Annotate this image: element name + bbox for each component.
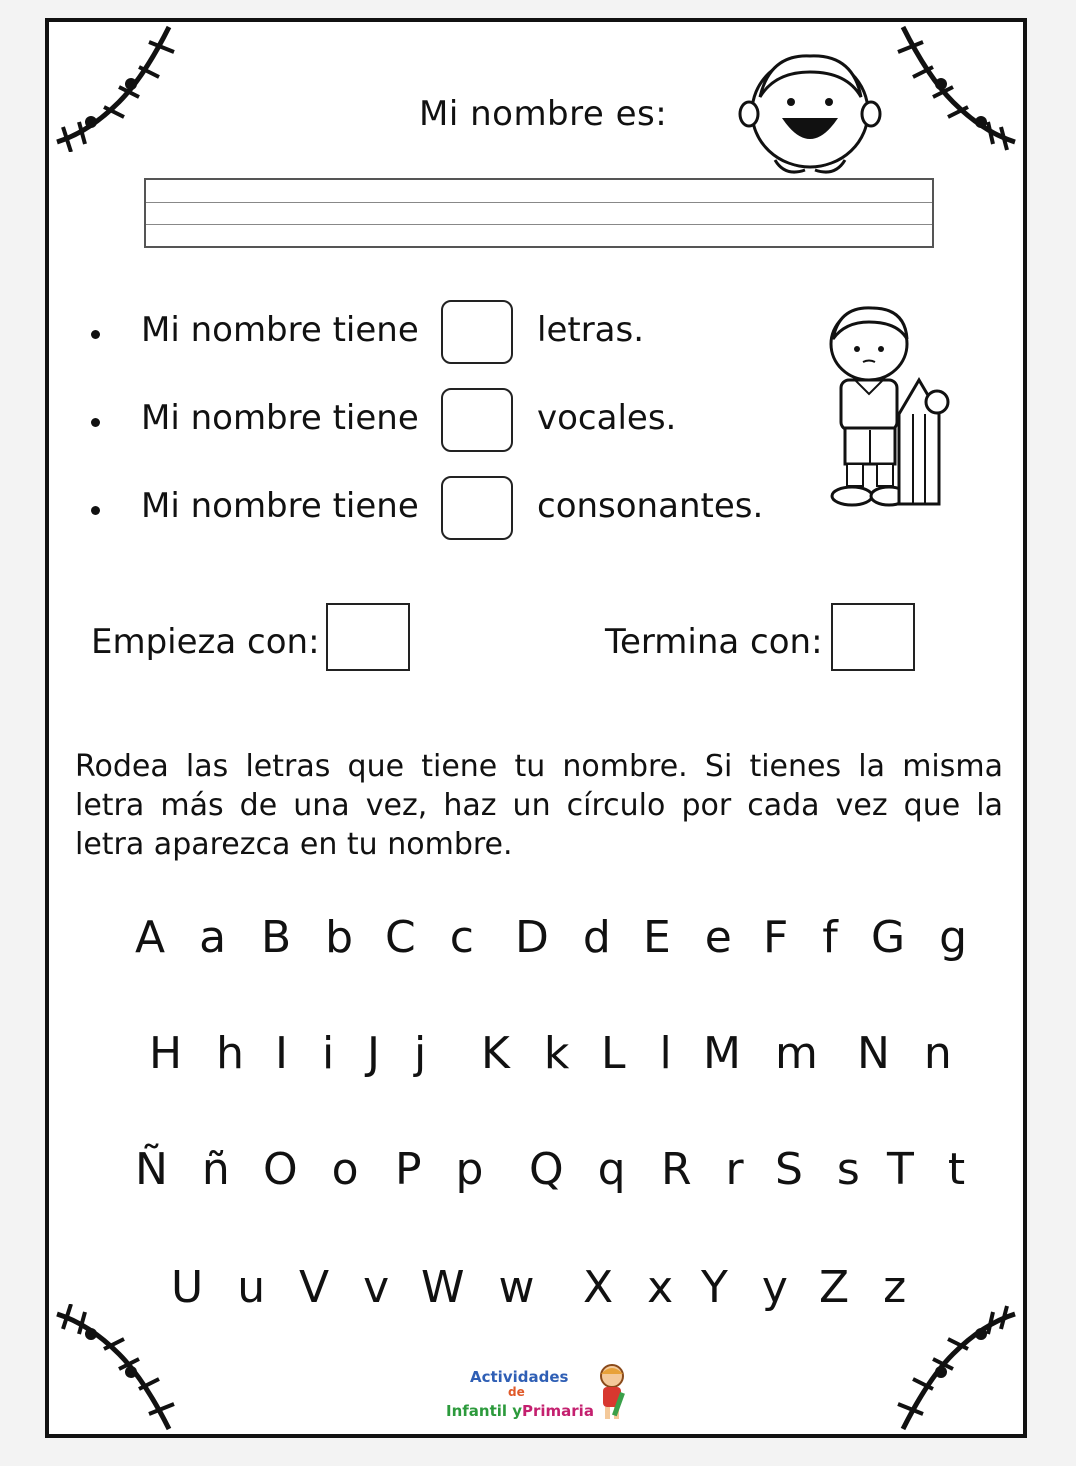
row-tail-text: consonantes.: [537, 486, 764, 526]
alphabet-row-1: [49, 912, 1023, 972]
vowels-count-row: [49, 388, 849, 458]
letter-pair[interactable]: Y y: [701, 1262, 798, 1313]
starts-with-box[interactable]: [326, 603, 410, 671]
letter-pair[interactable]: X x: [583, 1262, 684, 1313]
consonants-count-row: [49, 476, 849, 546]
corner-vine-top-left-icon: [49, 22, 179, 152]
logo-line-3b: Primaria: [522, 1402, 594, 1420]
alphabet-row-3: [49, 1144, 1023, 1204]
row-lead-text: Mi nombre tiene: [141, 486, 419, 526]
vowels-count-box[interactable]: [441, 388, 513, 452]
letter-pair[interactable]: T t: [887, 1144, 976, 1195]
row-tail-text: letras.: [537, 310, 645, 350]
letter-pair[interactable]: N n: [857, 1028, 962, 1079]
letters-count-row: [49, 300, 849, 370]
alphabet-row-2: [49, 1028, 1023, 1088]
ends-with-box[interactable]: [831, 603, 915, 671]
letter-pair[interactable]: E e: [643, 912, 742, 963]
ends-with-label: Termina con:: [605, 622, 823, 662]
letter-pair[interactable]: D d: [515, 912, 621, 963]
letter-pair[interactable]: L l: [601, 1028, 682, 1079]
letters-count-box[interactable]: [441, 300, 513, 364]
letter-pair[interactable]: Ñ ñ: [135, 1144, 240, 1195]
letter-pair[interactable]: K k: [481, 1028, 580, 1079]
row-tail-text: vocales.: [537, 398, 677, 438]
smiling-child-face-icon: [735, 42, 885, 182]
row-lead-text: Mi nombre tiene: [141, 310, 419, 350]
letter-pair[interactable]: A a: [135, 912, 237, 963]
corner-vine-bottom-right-icon: [893, 1304, 1023, 1434]
corner-vine-bottom-left-icon: [49, 1304, 179, 1434]
letter-pair[interactable]: V v: [299, 1262, 400, 1313]
letter-pair[interactable]: B b: [261, 912, 364, 963]
letter-pair[interactable]: J j: [367, 1028, 437, 1079]
logo-line-3a: Infantil y: [446, 1402, 523, 1420]
bullet-icon: [91, 330, 100, 339]
bullet-icon: [91, 506, 100, 515]
alphabet-row-4: [49, 1262, 1023, 1322]
letter-pair[interactable]: C c: [385, 912, 484, 963]
letter-pair[interactable]: R r: [661, 1144, 754, 1195]
publisher-logo: [434, 1352, 634, 1427]
logo-child-icon: [594, 1362, 630, 1424]
letter-pair[interactable]: M m: [703, 1028, 828, 1079]
letter-pair[interactable]: Z z: [819, 1262, 917, 1313]
consonants-count-box[interactable]: [441, 476, 513, 540]
letter-pair[interactable]: G g: [871, 912, 978, 963]
letter-pair[interactable]: P p: [395, 1144, 494, 1195]
letter-pair[interactable]: F f: [763, 912, 848, 963]
page-title: Mi nombre es:: [419, 94, 668, 134]
bullet-icon: [91, 418, 100, 427]
name-writing-lines[interactable]: [144, 178, 934, 248]
row-lead-text: Mi nombre tiene: [141, 398, 419, 438]
letter-pair[interactable]: O o: [263, 1144, 369, 1195]
logo-line-1: Actividades: [470, 1368, 569, 1386]
letter-pair[interactable]: Q q: [529, 1144, 636, 1195]
letter-pair[interactable]: H h: [149, 1028, 254, 1079]
letter-pair[interactable]: U u: [171, 1262, 276, 1313]
instructions-text: Rodea las letras que tiene tu nombre. Si tienes la misma letra más de una vez, haz un círculo por cada vez que la letra aparezca en tu nombre.: [75, 749, 1003, 862]
letter-pair[interactable]: S s: [775, 1144, 870, 1195]
starts-with-label: Empieza con:: [91, 622, 320, 662]
letter-pair[interactable]: W w: [421, 1262, 545, 1313]
corner-vine-top-right-icon: [893, 22, 1023, 152]
boy-with-pencil-icon: [827, 304, 957, 514]
worksheet-page: [45, 18, 1027, 1438]
logo-line-2: de: [508, 1385, 525, 1399]
letter-pair[interactable]: I i: [275, 1028, 345, 1079]
